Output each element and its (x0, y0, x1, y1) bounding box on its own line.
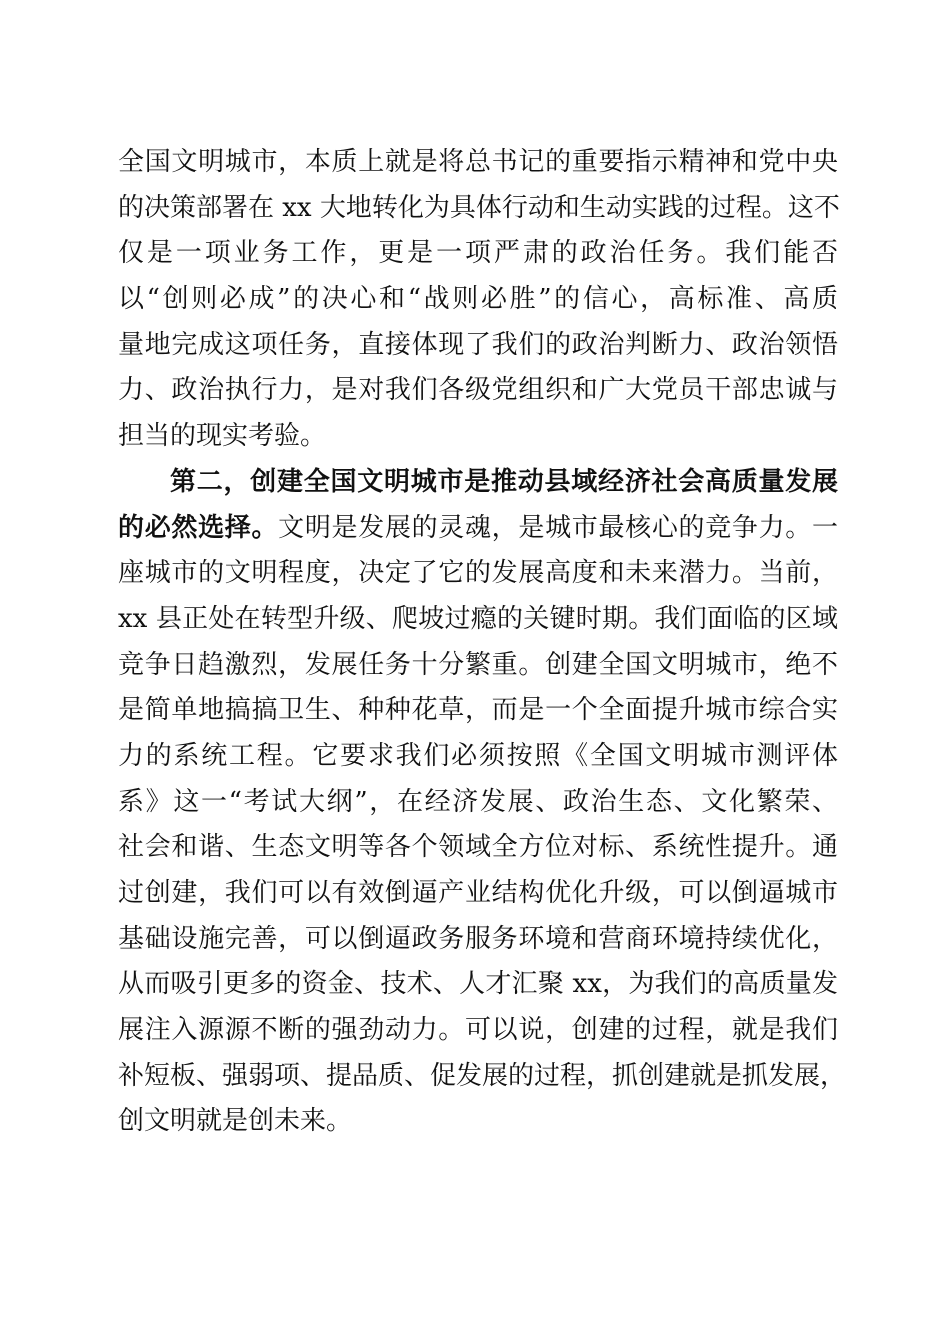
text-line: 仅是一项业务工作，更是一项严肃的政治任务。我们能否 (118, 238, 838, 269)
text-line: 全国文明城市，本质上就是将总书记的重要指示精神和党中央 (118, 147, 838, 177)
paragraph-2 (118, 460, 847, 1145)
text-line: 担当的现实考验。 (118, 421, 327, 452)
paragraph-heading: 第二，创建全国文明城市是推动县域经济社会高质量发展 (170, 466, 838, 497)
text-segment: 文明是发展的灵魂，是城市最核心的竞争力。一 (278, 512, 838, 543)
text-line: 力的系统工程。它要求我们必须按照《全国文明城市测评体 (118, 740, 838, 771)
paragraph-1 (118, 140, 838, 460)
text-line: 创文明就是创未来。 (118, 1106, 353, 1137)
text-line: 座城市的文明程度，决定了它的发展高度和未来潜力。当前， (118, 558, 838, 589)
paragraph-heading-end: 的必然选择。 (118, 512, 279, 543)
text-line (118, 506, 838, 552)
text-line: 展注入源源不断的强劲动力。可以说，创建的过程，就是我们 (118, 1015, 838, 1046)
text-line: 以“创则必成”的决心和“战则必胜”的信心，高标准、高质 (118, 284, 838, 315)
text-line: 竞争日趋激烈，发展任务十分繁重。创建全国文明城市，绝不 (118, 649, 838, 680)
text-line: 是简单地搞搞卫生、种种花草，而是一个全面提升城市综合实 (118, 695, 838, 726)
text-line: xx 县正处在转型升级、爬坡过瘾的关键时期。我们面临的区域 (118, 603, 838, 634)
text-line: 系》这一“考试大纲”，在经济发展、政治生态、文化繁荣、 (118, 786, 838, 817)
text-line: 基础设施完善，可以倒逼政务服务环境和营商环境持续优化， (118, 923, 838, 954)
text-line: 力、政治执行力，是对我们各级党组织和广大党员干部忠诚与 (118, 375, 838, 406)
text-line: 过创建，我们可以有效倒逼产业结构优化升级，可以倒逼城市 (118, 878, 838, 908)
text-line: 的决策部署在 xx 大地转化为具体行动和生动实践的过程。这不 (118, 192, 840, 223)
text-line: 补短板、强弱项、提品质、促发展的过程，抓创建就是抓发展， (118, 1060, 847, 1091)
text-line: 从而吸引更多的资金、技术、人才汇聚 xx，为我们的高质量发 (118, 969, 838, 1000)
text-line: 量地完成这项任务，直接体现了我们的政治判断力、政治领悟 (118, 329, 838, 360)
text-line: 社会和谐、生态文明等各个领域全方位对标、系统性提升。通 (118, 832, 838, 863)
document-body (118, 140, 847, 1145)
